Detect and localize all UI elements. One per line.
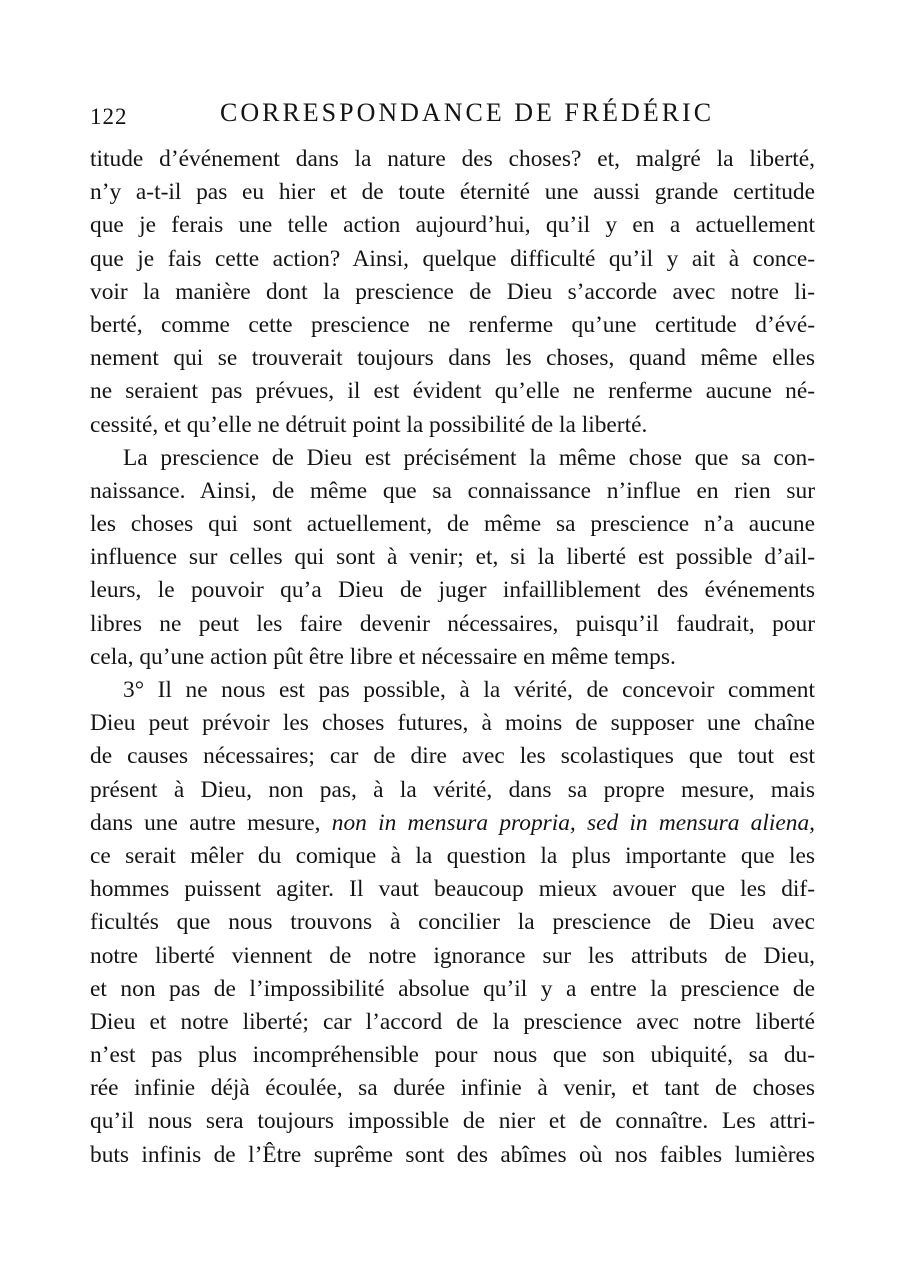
text-line: nement qui se trouverait toujours dans les choses, quand même elles (90, 345, 815, 372)
text-line: qu’il nous sera toujours impossible de nier et de connaître. Les attri- (90, 1108, 815, 1135)
text-line: ce serait mêler du comique à la question la plus importante que les (90, 842, 815, 869)
text-line: notre liberté viennent de notre ignorance sur les attributs de Dieu, (90, 942, 815, 969)
text-line: les choses qui sont actuellement, de même sa prescience n’a aucune (90, 511, 815, 538)
text-line: La prescience de Dieu est précisément la même chose que sa con- (123, 444, 815, 471)
text-line: rée infinie déjà écoulée, sa durée infinie à venir, et tant de choses (90, 1075, 815, 1102)
text-line: 3° Il ne nous est pas possible, à la vérité, de concevoir comment (123, 677, 815, 703)
text-line (90, 807, 815, 840)
text-line: buts infinis de l’Être suprême sont des abîmes où nos faibles lumières (90, 1141, 815, 1168)
text-line: libres ne peut les faire devenir nécessaires, puisqu’il faudrait, pour (90, 610, 815, 637)
text-line: Dieu et notre liberté; car l’accord de la prescience avec notre liberté (90, 1008, 815, 1035)
text-segment: dans une autre mesure, (90, 809, 332, 836)
text-line: que je fais cette action? Ainsi, quelque difficulté qu’il y ait à conce- (90, 245, 815, 272)
text-line: de causes nécessaires; car de dire avec les scolastiques que tout est (90, 743, 815, 770)
text-line: et non pas de l’impossibilité absolue qu’il y a entre la prescience de (90, 975, 815, 1002)
text-line: que je ferais une telle action aujourd’hui, qu’il y en a actuellement (90, 212, 815, 239)
text-line: cessité, et qu’elle ne détruit point la possibilité de la liberté. (90, 411, 648, 438)
page-number: 122 (90, 104, 128, 129)
text-line: n’y a-t-il pas eu hier et de toute éternité une aussi grande certitude (90, 179, 815, 206)
text-line: Dieu peut prévoir les choses futures, à moins de supposer une chaîne (90, 710, 815, 737)
text-line: titude d’événement dans la nature des choses? et, malgré la liberté, (90, 146, 815, 172)
text-line: naissance. Ainsi, de même que sa connaissance n’influe en rien sur (90, 477, 815, 504)
text-line: ne seraient pas prévues, il est évident qu’elle ne renferme aucune né- (90, 378, 815, 405)
text-line: ficultés que nous trouvons à concilier la prescience de Dieu avec (90, 909, 815, 936)
text-line: n’est pas plus incompréhensible pour nous que son ubiquité, sa du- (90, 1042, 815, 1069)
body-text (90, 143, 815, 1172)
text-line: leurs, le pouvoir qu’a Dieu de juger infailliblement des événements (90, 577, 815, 604)
text-line: hommes puissent agiter. Il vaut beaucoup mieux avouer que les dif- (90, 876, 815, 903)
text-line: présent à Dieu, non pas, à la vérité, dans sa propre mesure, mais (90, 776, 815, 803)
running-head (90, 98, 815, 138)
running-title: CORRESPONDANCE DE FRÉDÉRIC (220, 98, 715, 127)
text-line: influence sur celles qui sont à venir; et, si la liberté est possible d’ail- (90, 544, 815, 571)
text-line: berté, comme cette prescience ne renferme qu’une certitude d’évé- (90, 311, 815, 338)
text-line: cela, qu’une action pût être libre et nécessaire en même temps. (90, 643, 676, 670)
italic-phrase: non in mensura propria, sed in mensura aliena, (331, 809, 815, 836)
text-line: voir la manière dont la prescience de Dieu s’accorde avec notre li- (90, 278, 815, 305)
